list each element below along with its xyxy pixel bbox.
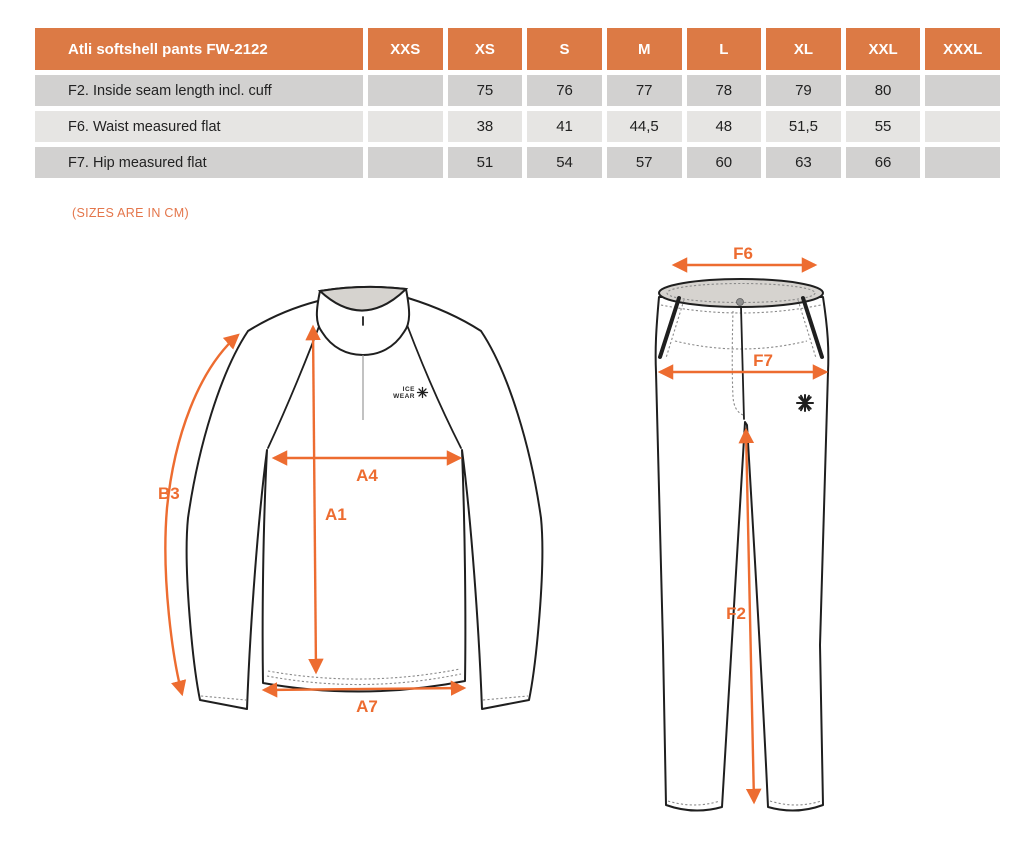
cell-value: 75: [448, 75, 523, 106]
waist-button: [737, 299, 744, 306]
product-title: Atli softshell pants FW-2122: [35, 28, 363, 70]
measure-label-a4: A4: [356, 466, 378, 485]
cell-value: 54: [527, 147, 602, 178]
size-header-m: M: [607, 28, 682, 70]
size-header-s: S: [527, 28, 602, 70]
cell-value: 79: [766, 75, 841, 106]
cell-value: 51,5: [766, 111, 841, 142]
cell-value: 76: [527, 75, 602, 106]
cell-value: 48: [687, 111, 762, 142]
measure-label-a7: A7: [356, 697, 378, 716]
cell-value: 55: [846, 111, 921, 142]
cell-value: [368, 111, 443, 142]
size-header-xxxl: XXXL: [925, 28, 1000, 70]
cell-value: 80: [846, 75, 921, 106]
measure-label-f7: F7: [753, 351, 773, 370]
size-chart-table: [30, 23, 1005, 183]
logo-text-line2: WEAR: [393, 393, 415, 400]
cell-value: 51: [448, 147, 523, 178]
cell-value: [925, 111, 1000, 142]
cell-value: 63: [766, 147, 841, 178]
row-label: F7. Hip measured flat: [35, 147, 363, 178]
cell-value: [925, 75, 1000, 106]
cell-value: [368, 75, 443, 106]
table-row-inside-seam: [35, 75, 1000, 106]
measure-label-b3: B3: [158, 484, 180, 503]
size-header-xl: XL: [766, 28, 841, 70]
measure-label-a1: A1: [325, 505, 347, 524]
cell-value: 66: [846, 147, 921, 178]
cell-value: [368, 147, 443, 178]
snowflake-icon: [797, 395, 813, 411]
row-label: F2. Inside seam length incl. cuff: [35, 75, 363, 106]
logo-text-line1: ICE: [402, 386, 415, 393]
cell-value: 38: [448, 111, 523, 142]
table-header-row: [35, 28, 1000, 70]
cell-value: 44,5: [607, 111, 682, 142]
cell-value: 41: [527, 111, 602, 142]
table-row-waist: [35, 111, 1000, 142]
size-header-xxl: XXL: [846, 28, 921, 70]
cell-value: 78: [687, 75, 762, 106]
sizes-unit-note: (SIZES ARE IN CM): [72, 206, 189, 220]
measure-label-f6: F6: [733, 244, 753, 263]
snowflake-icon: [418, 388, 428, 398]
measure-label-f2: F2: [726, 604, 746, 623]
size-header-l: L: [687, 28, 762, 70]
cell-value: 77: [607, 75, 682, 106]
cell-value: 57: [607, 147, 682, 178]
pullover-diagram: [150, 268, 580, 740]
pants-diagram: [630, 245, 890, 835]
cell-value: 60: [687, 147, 762, 178]
cell-value: [925, 147, 1000, 178]
row-label: F6. Waist measured flat: [35, 111, 363, 142]
pullover-body-outline: [187, 298, 543, 709]
table-row-hip: [35, 147, 1000, 178]
size-header-xxs: XXS: [368, 28, 443, 70]
size-header-xs: XS: [448, 28, 523, 70]
